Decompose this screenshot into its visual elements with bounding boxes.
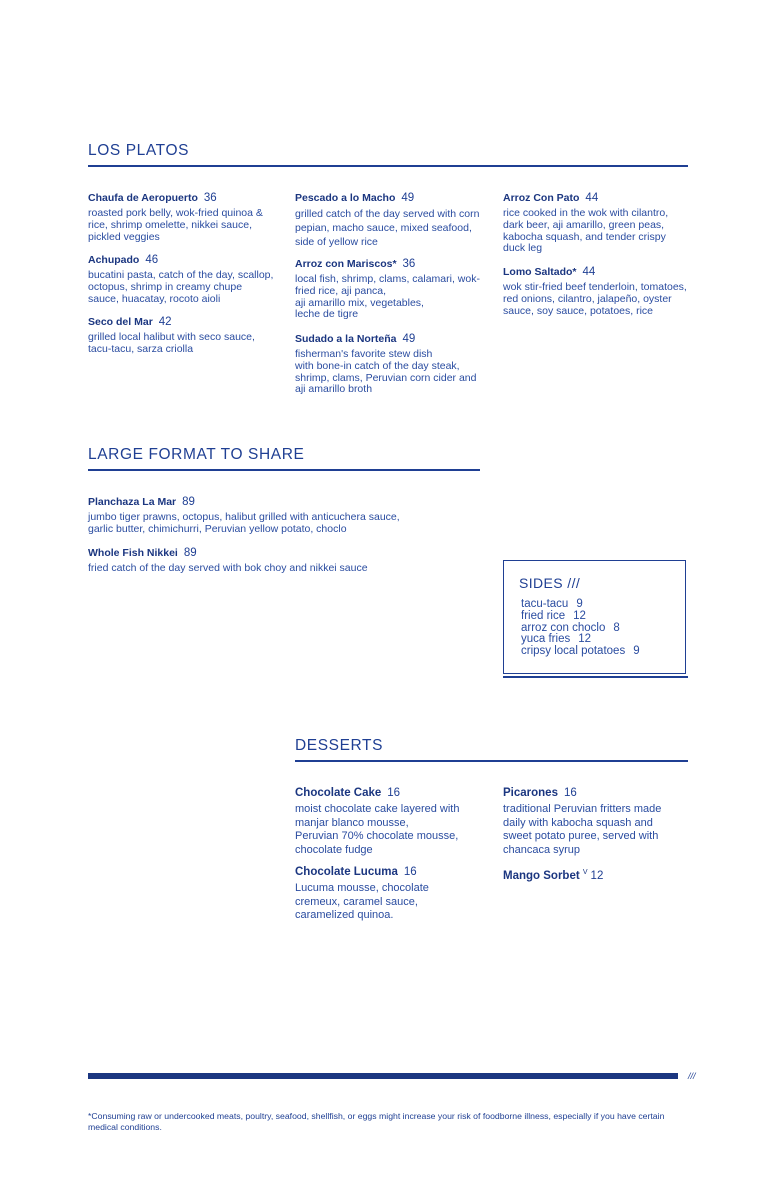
los-platos-heading: LOS PLATOS	[88, 142, 190, 159]
menu-item-arroz-mariscos	[295, 254, 480, 321]
item-name: Chocolate Cake	[295, 787, 382, 799]
item-description: grilled catch of the day served with corn pepian, macho sauce, mixed seafood, side of yellow rice	[295, 208, 480, 248]
item-price: 44	[582, 266, 596, 278]
desserts-heading: DESSERTS	[295, 737, 384, 754]
item-name: Lomo Saltado*	[503, 266, 577, 278]
sides-box	[503, 560, 686, 674]
item-description: wok stir-fried beef tenderloin, tomatoes, red onions, cilantro, jalapeño, oyster sauce, soy sauce, potatoes, rice	[503, 281, 687, 317]
item-description: jumbo tiger prawns, octopus, halibut grilled with anticuchera sauce, garlic butter, chimichurri, Peruvian yellow potato, choclo	[88, 511, 400, 535]
item-name	[503, 870, 588, 882]
menu-item-sudado	[295, 329, 477, 396]
item-price: 44	[585, 192, 599, 204]
menu-item-seco-del-mar	[88, 312, 255, 356]
side-name: tacu-tacu	[521, 598, 569, 610]
vegan-marker: V	[582, 869, 588, 877]
dessert-mango-sorbet	[503, 866, 603, 884]
item-price: 89	[182, 496, 195, 508]
item-name: Planchaza La Mar	[88, 496, 177, 508]
item-name: Whole Fish Nikkei	[88, 547, 178, 559]
side-name: yuca fries	[521, 633, 571, 646]
item-description: roasted pork belly, wok-fried quinoa & rice, shrimp omelette, nikkei sauce, pickled veggies	[88, 207, 263, 243]
menu-item-pescado	[295, 188, 479, 249]
item-name: Arroz Con Pato	[503, 192, 580, 204]
item-price: 49	[401, 192, 415, 204]
item-description: moist chocolate cake layered with manjar blanco mousse, Peruvian 70% chocolate mousse, chocolate fudge	[295, 803, 460, 856]
menu-item-planchaza	[88, 492, 400, 536]
item-price: 42	[158, 316, 172, 328]
disclaimer: *Consuming raw or undercooked meats, poultry, seafood, shellfish, or eggs might increase your risk of foodborne illness, especially if you have certain medical conditions.	[88, 1111, 665, 1132]
item-price: 16	[387, 787, 401, 799]
desserts-rule	[295, 760, 688, 762]
item-name: Pescado a lo Macho	[295, 192, 396, 204]
dessert-chocolate-lucuma	[295, 862, 429, 923]
menu-item-arroz-pato	[503, 188, 668, 255]
sides-heading: SIDES ///	[519, 575, 581, 591]
item-description: fried catch of the day served with bok choy and nikkei sauce	[88, 562, 368, 574]
menu-item-achupado	[88, 250, 273, 305]
item-name: Seco del Mar	[88, 316, 153, 328]
menu-item-lomo-saltado	[503, 262, 687, 317]
side-price: 9	[576, 598, 583, 610]
los-platos-rule	[88, 165, 688, 167]
side-price: 8	[613, 621, 620, 634]
item-price: 49	[402, 333, 416, 345]
item-name: Arroz con Mariscos*	[295, 258, 397, 270]
item-description: rice cooked in the wok with cilantro, dark beer, aji amarillo, green peas, kabocha squash, and tender crispy duck leg	[503, 207, 669, 255]
item-name: Sudado a la Norteña	[295, 333, 397, 345]
menu-item-whole-fish	[88, 543, 368, 575]
item-description: Lucuma mousse, chocolate cremeux, caramel sauce, caramelized quinoa.	[295, 882, 429, 921]
footer-mark: ///	[688, 1071, 696, 1081]
item-name: Chaufa de Aeropuerto	[88, 192, 198, 204]
side-item	[521, 646, 640, 658]
side-name: cripsy local potatoes	[521, 645, 626, 658]
large-format-rule	[88, 469, 480, 471]
menu-item-chaufa	[88, 188, 263, 243]
footer-bar	[88, 1073, 678, 1079]
side-price: 9	[633, 645, 640, 658]
item-name: Achupado	[88, 254, 140, 266]
dessert-chocolate-cake	[295, 783, 459, 857]
side-name: arroz con choclo	[521, 621, 606, 634]
sides-list	[521, 599, 640, 658]
item-description: bucatini pasta, catch of the day, scallop, octopus, shrimp in creamy chupe sauce, huacatay, rocoto aioli	[88, 269, 274, 305]
item-description: traditional Peruvian fritters made daily with kabocha squash and sweet potato puree, served with chancaca syrup	[503, 803, 662, 856]
item-price: 12	[590, 870, 604, 882]
dessert-picarones	[503, 783, 661, 857]
item-price: 16	[563, 787, 577, 799]
sides-underline	[503, 676, 688, 678]
item-description: local fish, shrimp, clams, calamari, wok- fried rice, aji panca, aji amarillo mix, vegetables, leche de tigre	[295, 273, 480, 321]
side-price: 12	[578, 633, 592, 646]
item-price: 89	[183, 547, 197, 559]
item-name-text: Mango Sorbet	[503, 870, 580, 882]
item-price: 46	[145, 254, 159, 266]
side-name: fried rice	[521, 609, 566, 622]
large-format-heading: LARGE FORMAT TO SHARE	[88, 446, 305, 463]
item-name: Picarones	[503, 787, 558, 799]
item-price: 36	[402, 258, 416, 270]
side-price: 12	[573, 609, 586, 622]
item-description: fisherman's favorite stew dish with bone-in catch of the day steak, shrimp, clams, Peruvian corn cider and aji amarillo broth	[295, 348, 477, 396]
item-price: 16	[403, 866, 417, 878]
item-name: Chocolate Lucuma	[295, 866, 398, 878]
item-description: grilled local halibut with seco sauce, tacu-tacu, sarza criolla	[88, 331, 255, 355]
item-price: 36	[203, 192, 217, 204]
